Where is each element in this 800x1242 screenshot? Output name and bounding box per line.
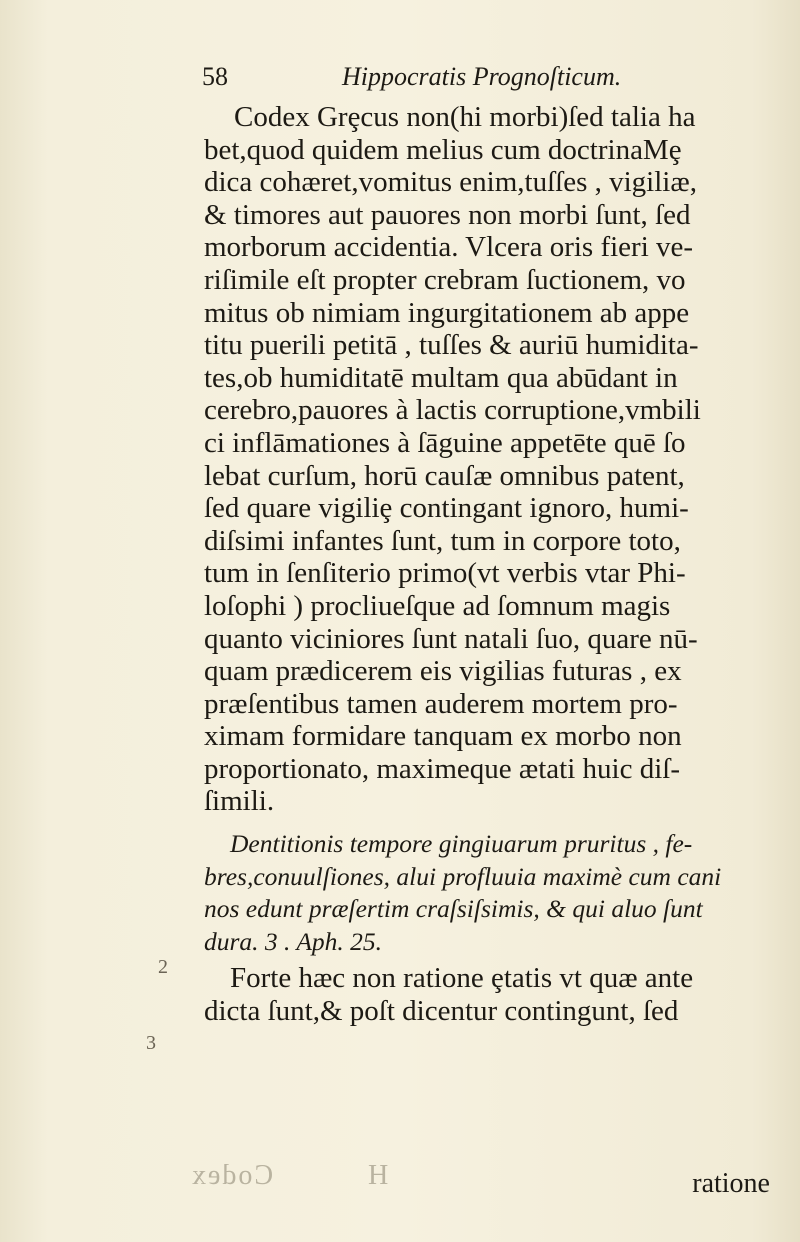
- text-line: morborum accidentia. Vlcera oris fieri ve-: [204, 231, 694, 264]
- bleed-through-letter: H: [368, 1160, 389, 1191]
- text-line: riſimile eſt propter crebram ſuctionem, vo: [204, 263, 686, 296]
- margin-note: 2: [158, 956, 168, 978]
- running-header: [202, 62, 762, 102]
- aphorism-line: dura. 3 . Aph. 25.: [204, 926, 383, 956]
- text-line: tum in ſenſiterio primo(vt verbis vtar Phi-: [204, 557, 686, 590]
- aphorism-line: Dentitionis tempore gingiuarum pruritus , fe-: [230, 829, 693, 859]
- text-line: Codex Grȩcus non(hi morbi)ſed talia ha: [234, 101, 696, 133]
- text-line: & timores aut pauores non morbi ſunt, ſed: [204, 198, 691, 231]
- text-line: mitus ob nimiam ingurgitationem ab appe: [204, 296, 690, 329]
- text-line: quam prædicerem eis vigilias futuras , ex: [204, 655, 682, 688]
- text-line: ſimili.: [204, 785, 275, 818]
- text-line: ci inflāmationes à ſāguine appetēte quē ſo: [204, 426, 686, 459]
- bleed-through-text: Codex: [190, 1160, 274, 1191]
- text-line: dicta ſunt,& poſt dicentur contingunt, ſed: [204, 995, 679, 1028]
- text-line: præſentibus tamen auderem mortem pro-: [204, 687, 678, 720]
- running-title: Hippocratis Prognoſticum.: [342, 62, 622, 91]
- text-line: dica cohæret,vomitus enim,tuſſes , vigiliæ,: [204, 166, 697, 199]
- text-line: tes,ob humiditatē multam qua abūdant in: [204, 361, 678, 394]
- text-line: proportionato, maximeque ætati huic diſ-: [204, 752, 680, 785]
- text-line: diſsimi infantes ſunt, tum in corpore toto,: [204, 524, 681, 557]
- catchword: ratione: [692, 1168, 770, 1199]
- text-line: titu puerili petitā , tuſſes & auriū humidita-: [204, 329, 699, 362]
- text-line: cerebro,pauores à lactis corruptione,vmbili: [204, 394, 701, 427]
- text-line: ſed quare vigiliȩ contingant ignoro, humi-: [204, 492, 689, 525]
- page-number: 58: [202, 62, 228, 91]
- text-line: loſophi ) procliueſque ad ſomnum magis: [204, 589, 671, 622]
- aphorism-line: bres,conuulſiones, alui profluuia maximè cum cani: [204, 861, 722, 891]
- margin-note: 3: [146, 1032, 156, 1054]
- text-line: bet,quod quidem melius cum doctrinaMȩ: [204, 133, 682, 166]
- aphorism-line: nos edunt præſertim craſsiſsimis, & qui aluo ſunt: [204, 894, 703, 924]
- text-line: quanto viciniores ſunt natali ſuo, quare nū-: [204, 622, 698, 655]
- main-text-block: [204, 101, 766, 1028]
- text-line: Forte hæc non ratione ȩtatis vt quæ ante: [230, 962, 694, 995]
- text-line: lebat curſum, horū cauſæ omnibus patent,: [204, 459, 685, 492]
- text-line: ximam formidare tanquam ex morbo non: [204, 720, 682, 753]
